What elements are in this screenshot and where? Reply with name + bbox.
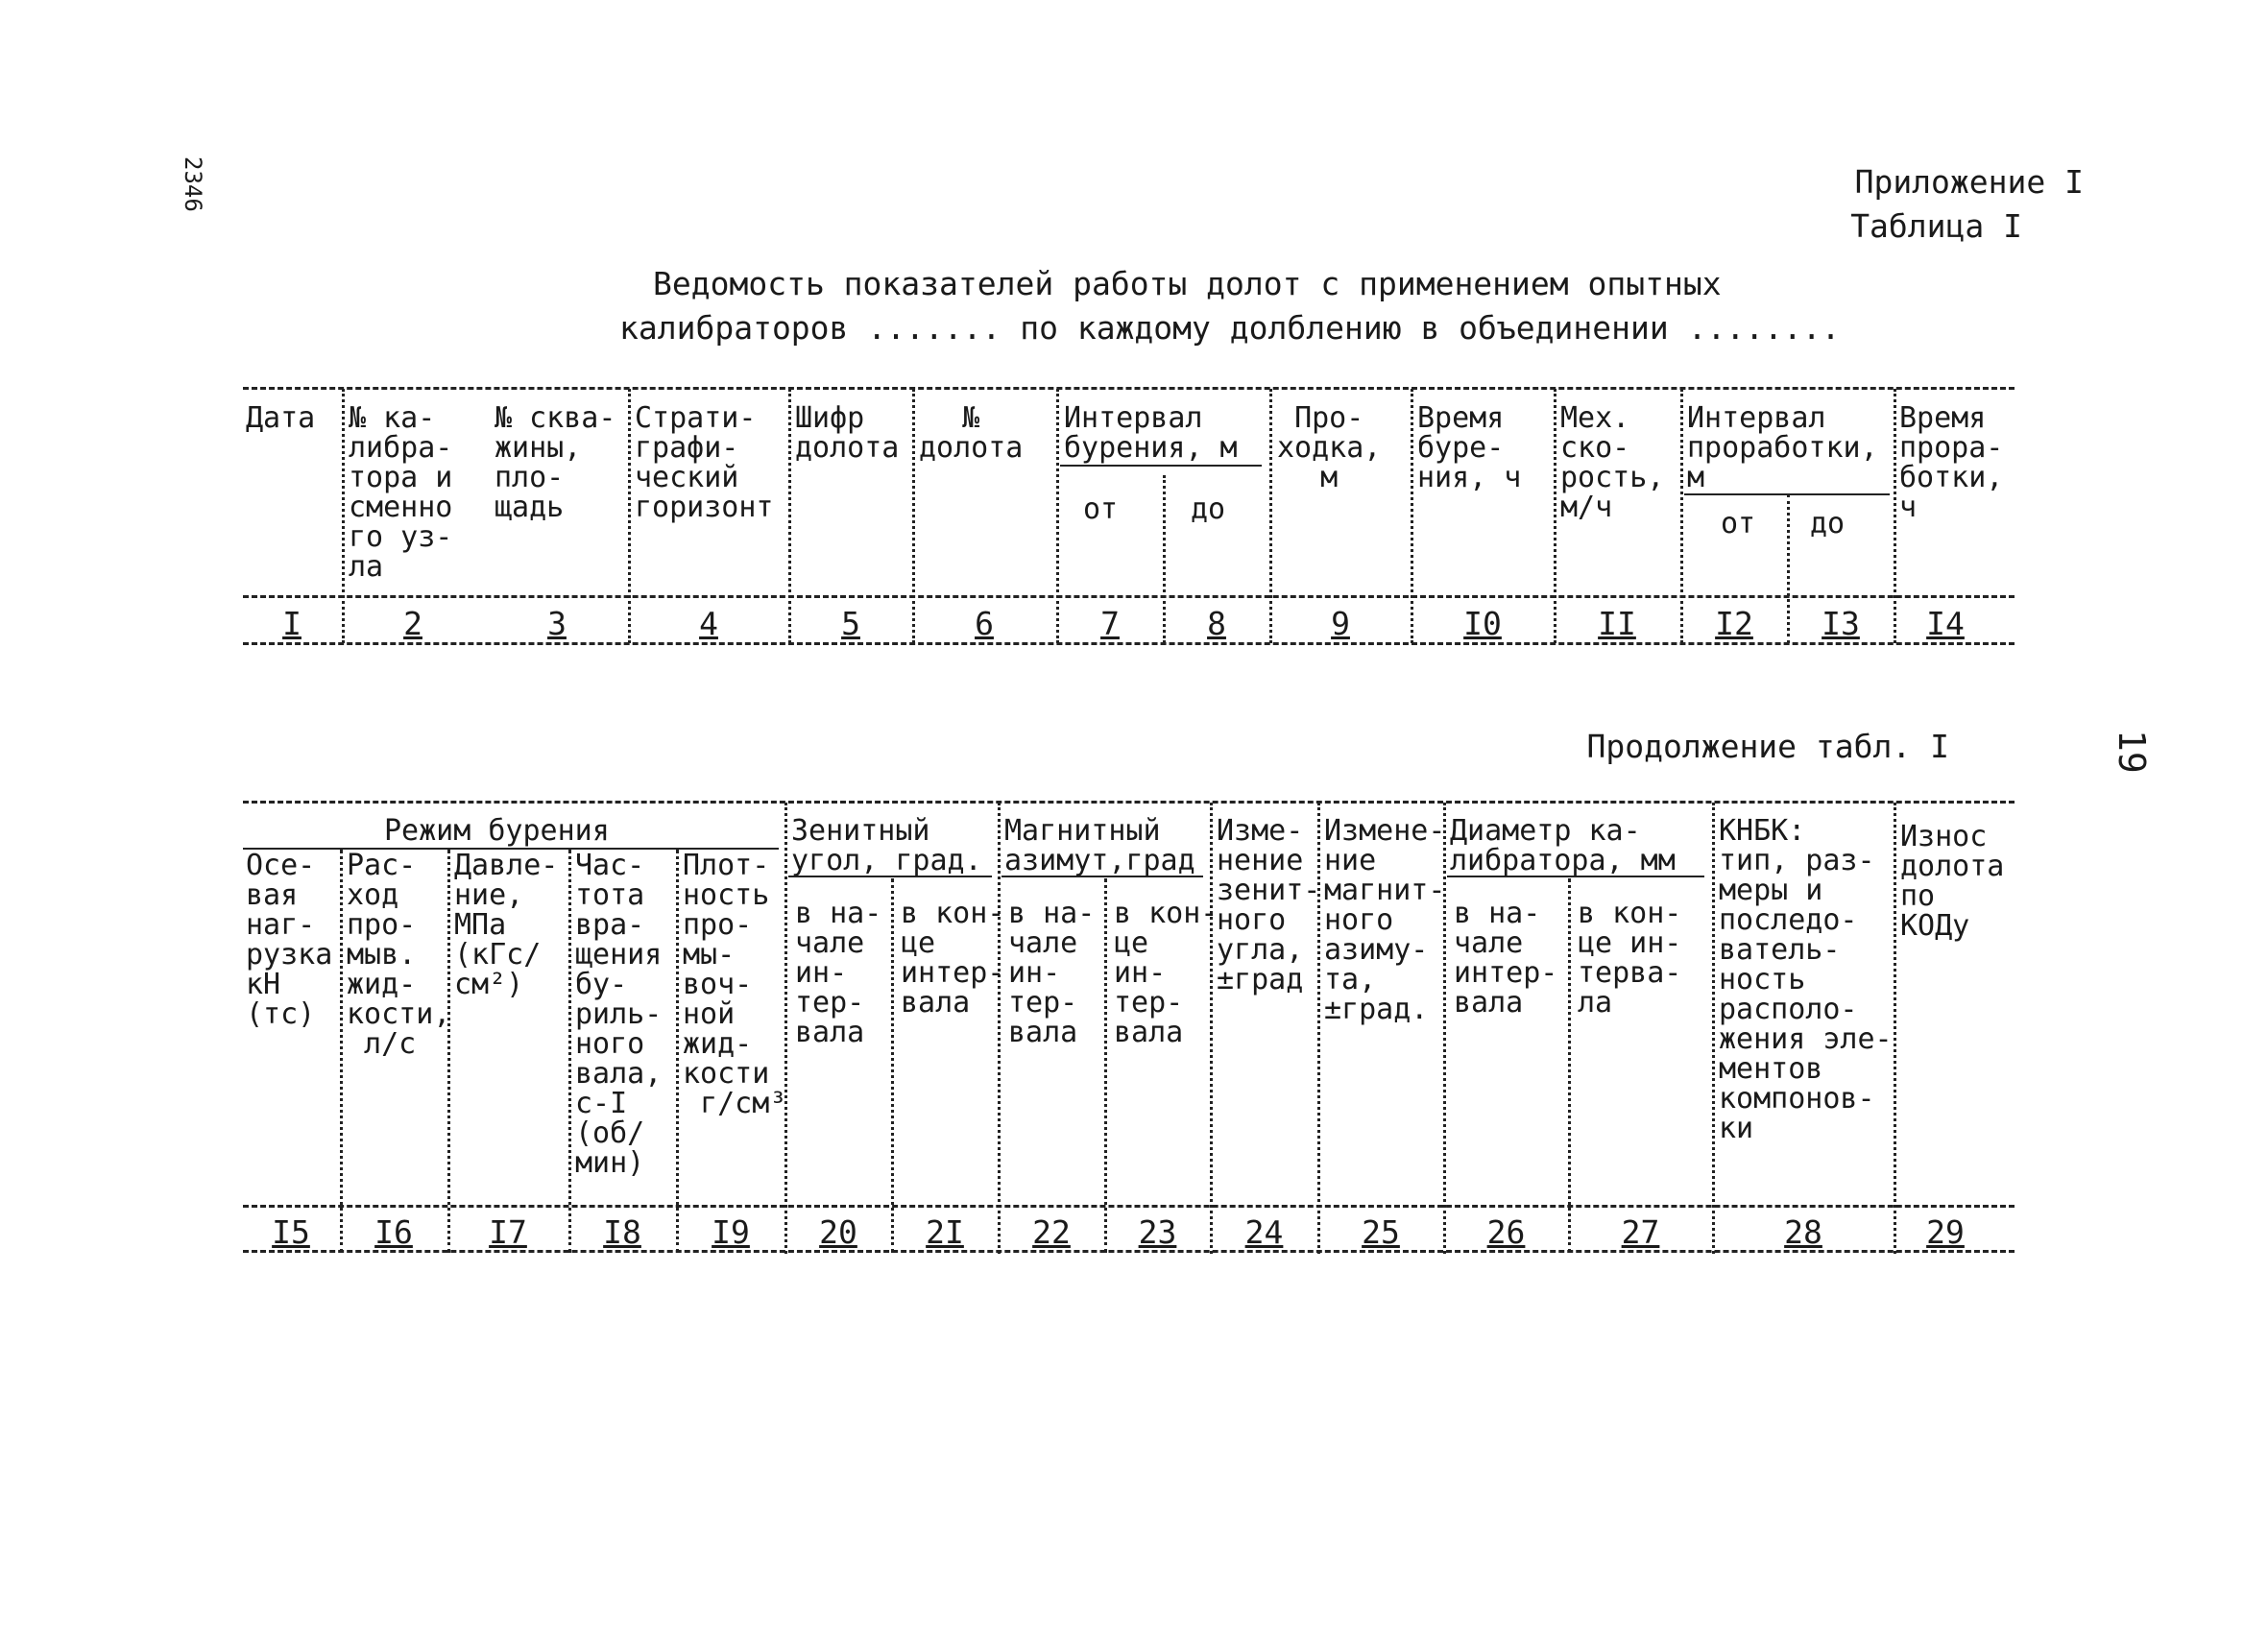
header-date: Дата (246, 401, 316, 435)
col-divider (1056, 389, 1059, 643)
header-stratigraphic: Страти- графи- ческий горизонт (635, 401, 774, 524)
header-mech-speed: Мех. ско- рость, м/ч (1560, 401, 1665, 524)
col-divider (1787, 494, 1790, 643)
column-number: 5 (841, 605, 860, 642)
column-number: I0 (1463, 605, 1502, 642)
header-flow-rate: Рас- ход про- мыв. жид- кости, л/с (347, 849, 451, 1061)
column-number: I8 (603, 1213, 641, 1251)
column-number: 7 (1100, 605, 1120, 642)
header-zenith-end: в кон- це интер- вала (901, 897, 1005, 1020)
header-interval-from: от (1083, 492, 1119, 526)
header-reaming-from: от (1721, 507, 1756, 540)
column-number: 2I (926, 1213, 964, 1251)
header-pressure: Давле- ние, МПа (кГс/ см²) (454, 849, 559, 1001)
col-divider (1411, 389, 1413, 643)
header-calibrator-no: № ка- либра- тора и сменно го уз- ла (349, 401, 453, 584)
col-divider (1894, 389, 1896, 643)
group-rule (1684, 493, 1890, 495)
column-number: 25 (1362, 1213, 1400, 1251)
header-well-no: № сква- жины, пло- щадь (495, 401, 616, 524)
column-number: I2 (1715, 605, 1753, 642)
header-rotation-speed: Час- тота вра- щения бу- риль- ного вала, с-I (об/ мин) (575, 849, 663, 1180)
column-number: 9 (1331, 605, 1350, 642)
header-azimuth-start: в на- чале ин- тер- вала (1008, 897, 1096, 1049)
col-divider (342, 389, 345, 643)
column-number: I6 (374, 1213, 413, 1251)
table1-header-bottom-rule (243, 595, 2015, 598)
col-divider (1568, 878, 1571, 1253)
header-reaming-to: до (1810, 507, 1846, 540)
header-footage: Про- ходка, м (1277, 401, 1382, 494)
column-number: I9 (712, 1213, 750, 1251)
table1-title-line2: калибраторов ....... по каждому долблению в объединении ........ (619, 309, 1841, 347)
col-divider (676, 850, 679, 1253)
header-reaming-time: Время прора- ботки, ч (1899, 401, 2004, 524)
group-rule (1060, 465, 1262, 467)
column-number: 28 (1784, 1213, 1822, 1251)
col-divider (1894, 803, 1896, 1254)
page-number: 19 (2111, 730, 2153, 774)
header-drilling-time: Время буре- ния, ч (1417, 401, 1522, 494)
col-divider (912, 389, 915, 643)
header-zenith-start: в на- чале ин- тер- вала (795, 897, 882, 1049)
col-divider (340, 850, 343, 1253)
column-number: 27 (1621, 1213, 1660, 1251)
header-bit-code: Шифр долота (795, 401, 900, 465)
col-divider (788, 389, 791, 643)
header-drilling-mode: Режим бурения (384, 814, 610, 848)
col-divider (628, 389, 631, 643)
header-drilling-interval: Интервал бурения, м (1064, 401, 1238, 465)
header-azimuth-change: Измене- ние магнит- ного азиму- та, ±град. (1324, 814, 1446, 1026)
table2-label: Продолжение табл. I (1586, 728, 1949, 765)
header-diameter-end: в кон- це ин- терва- ла (1578, 897, 1682, 1020)
header-bha: КНБК: тип, раз- меры и последо- ватель- ность располо- жения эле- ментов компонов- ки (1719, 814, 1893, 1145)
header-axial-load: Осе- вая наг- рузка кН (тс) (246, 849, 333, 1031)
margin-note: 2346 (180, 156, 206, 212)
col-divider (1554, 389, 1556, 643)
column-number: 8 (1207, 605, 1226, 642)
header-diameter-start: в на- чале интер- вала (1454, 897, 1558, 1020)
table1-title-line1: Ведомость показателей работы долот с применением опытных (653, 265, 1722, 302)
table2-top-rule (243, 801, 2015, 804)
column-number: I (282, 605, 302, 642)
table1-bottom-rule (243, 642, 2015, 645)
header-reaming-interval: Интервал проработки, м (1687, 401, 1878, 494)
table1-top-rule (243, 387, 2015, 390)
column-number: 29 (1926, 1213, 1965, 1251)
header-fluid-density: Плот- ность про- мы- воч- ной жид- кости г/см³ (683, 849, 787, 1120)
column-number: I4 (1926, 605, 1965, 642)
column-number: 23 (1138, 1213, 1177, 1251)
header-zenith-angle: Зенитный угол, град. (791, 814, 982, 877)
col-divider (998, 803, 1001, 1254)
column-number: I5 (272, 1213, 310, 1251)
header-bit-wear: Износ долота по КОДу (1900, 820, 2005, 943)
table2-header-bottom-rule (243, 1205, 2015, 1208)
header-calibrator-diameter: Диаметр ка- либратора, мм (1450, 814, 1676, 877)
header-interval-to: до (1191, 492, 1226, 526)
header-magnetic-azimuth: Магнитный азимут,град (1004, 814, 1195, 877)
col-divider (1680, 389, 1683, 643)
column-number: I3 (1822, 605, 1860, 642)
column-number: 2 (403, 605, 422, 642)
column-number: II (1598, 605, 1636, 642)
col-divider (1104, 878, 1107, 1253)
table1-label: Таблица I (1850, 207, 2022, 245)
col-divider (1163, 475, 1166, 643)
column-number: 20 (819, 1213, 857, 1251)
column-number: 4 (699, 605, 718, 642)
header-zenith-change: Изме- нение зенит- ного угла, ±град (1217, 814, 1321, 996)
header-bit-no: № долота (919, 401, 1024, 465)
column-number: I7 (489, 1213, 527, 1251)
column-number: 22 (1032, 1213, 1071, 1251)
col-divider (568, 850, 571, 1253)
column-number: 24 (1244, 1213, 1284, 1251)
column-number: 6 (975, 605, 994, 642)
col-divider (1269, 389, 1272, 643)
col-divider (1712, 803, 1715, 1254)
col-divider (891, 878, 894, 1253)
appendix-label: Приложение I (1854, 163, 2084, 201)
column-number: 26 (1486, 1213, 1526, 1251)
column-number: 3 (547, 605, 567, 642)
header-azimuth-end: в кон- це ин- тер- вала (1114, 897, 1218, 1049)
